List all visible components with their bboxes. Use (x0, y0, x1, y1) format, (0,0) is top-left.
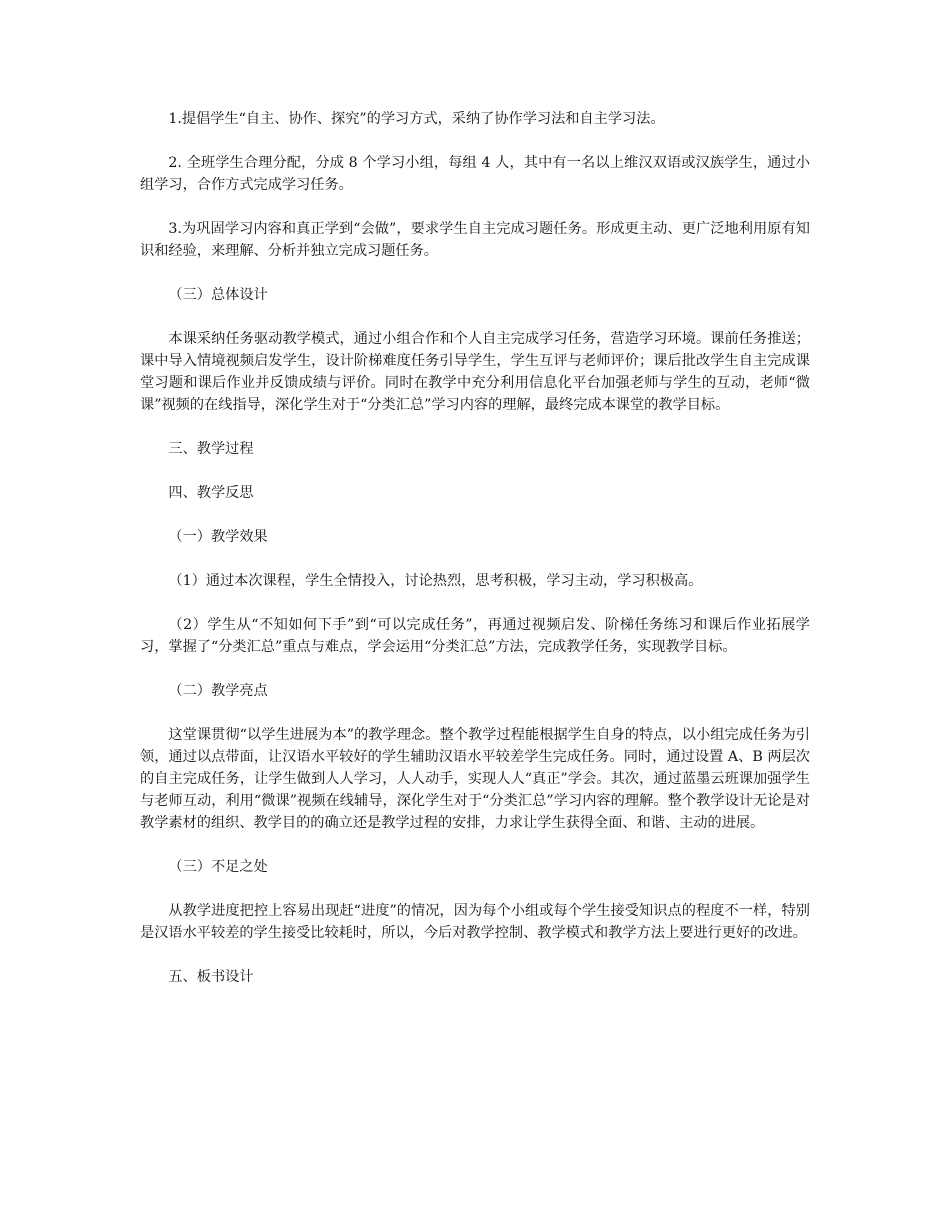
document-page (140, 108, 810, 1010)
heading-shortcomings: （三）不足之处 (168, 859, 268, 875)
paragraph-highlights: 这堂课贯彻“以学生进展为本”的教学理念。整个教学过程能根据学生自身的特点，以小组完成任务为引领，通过以点带面，让汉语水平较好的学生辅助汉语水平较差学生完成任务。同时，通过设置 A、B 两层次的自主完成任务，让学生做到人人学习，人人动手，实现人人“真正”学会。其次，通过蓝墨云班课加强学生与老师互动，利用“微课”视频在线辅导，深化学生对于“分类汇总”学习内容的理解。整个教学设计无论是对教学素材的组织、教学目的的确立还是教学过程的安排，力求让学生获得全面、和谐、主动的进展。 (140, 727, 810, 831)
paragraph-effect-2: （2）学生从“不知如何下手”到“可以完成任务”，再通过视频启发、阶梯任务练习和课后作业拓展学习，掌握了“分类汇总”重点与难点，学会运用“分类汇总”方法，完成教学任务，实现教学目标。 (140, 617, 810, 655)
heading-teaching-effect: （一）教学效果 (168, 529, 268, 545)
heading-teaching-reflection: 四、教学反思 (168, 485, 254, 501)
heading-teaching-process: 三、教学过程 (168, 441, 254, 457)
heading-teaching-highlights: （二）教学亮点 (168, 683, 268, 699)
paragraph-overall-design: 本课采纳任务驱动教学模式，通过小组合作和个人自主完成学习任务，营造学习环境。课前任务推送；课中导入情境视频启发学生，设计阶梯难度任务引导学生，学生互评与老师评价；课后批改学生自主完成课堂习题和课后作业并反馈成绩与评价。同时在教学中充分利用信息化平台加强老师与学生的互动，老师“微课”视频的在线指导，深化学生对于“分类汇总”学习内容的理解，最终完成本课堂的教学目标。 (140, 331, 810, 413)
paragraph-effect-1: （1）通过本次课程，学生全情投入，讨论热烈，思考积极，学习主动，学习积极高。 (168, 573, 703, 589)
heading-board-design: 五、板书设计 (168, 969, 254, 985)
paragraph-learning-method-3: 3.为巩固学习内容和真正学到“会做”，要求学生自主完成习题任务。形成更主动、更广泛地利用原有知识和经验，来理解、分析并独立完成习题任务。 (140, 221, 810, 259)
paragraph-shortcomings: 从教学进度把控上容易出现赶“进度”的情况，因为每个小组或每个学生接受知识点的程度不一样，特别是汉语水平较差的学生接受比较耗时，所以，今后对教学控制、教学模式和教学方法上要进行更好的改进。 (140, 903, 810, 941)
paragraph-learning-method-2: 2. 全班学生合理分配，分成 8 个学习小组，每组 4 人，其中有一名以上维汉双语或汉族学生，通过小组学习，合作方式完成学习任务。 (140, 155, 810, 193)
heading-overall-design: （三）总体设计 (168, 287, 268, 303)
paragraph-learning-method-1: 1.提倡学生“自主、协作、探究”的学习方式，采纳了协作学习法和自主学习法。 (168, 111, 665, 127)
